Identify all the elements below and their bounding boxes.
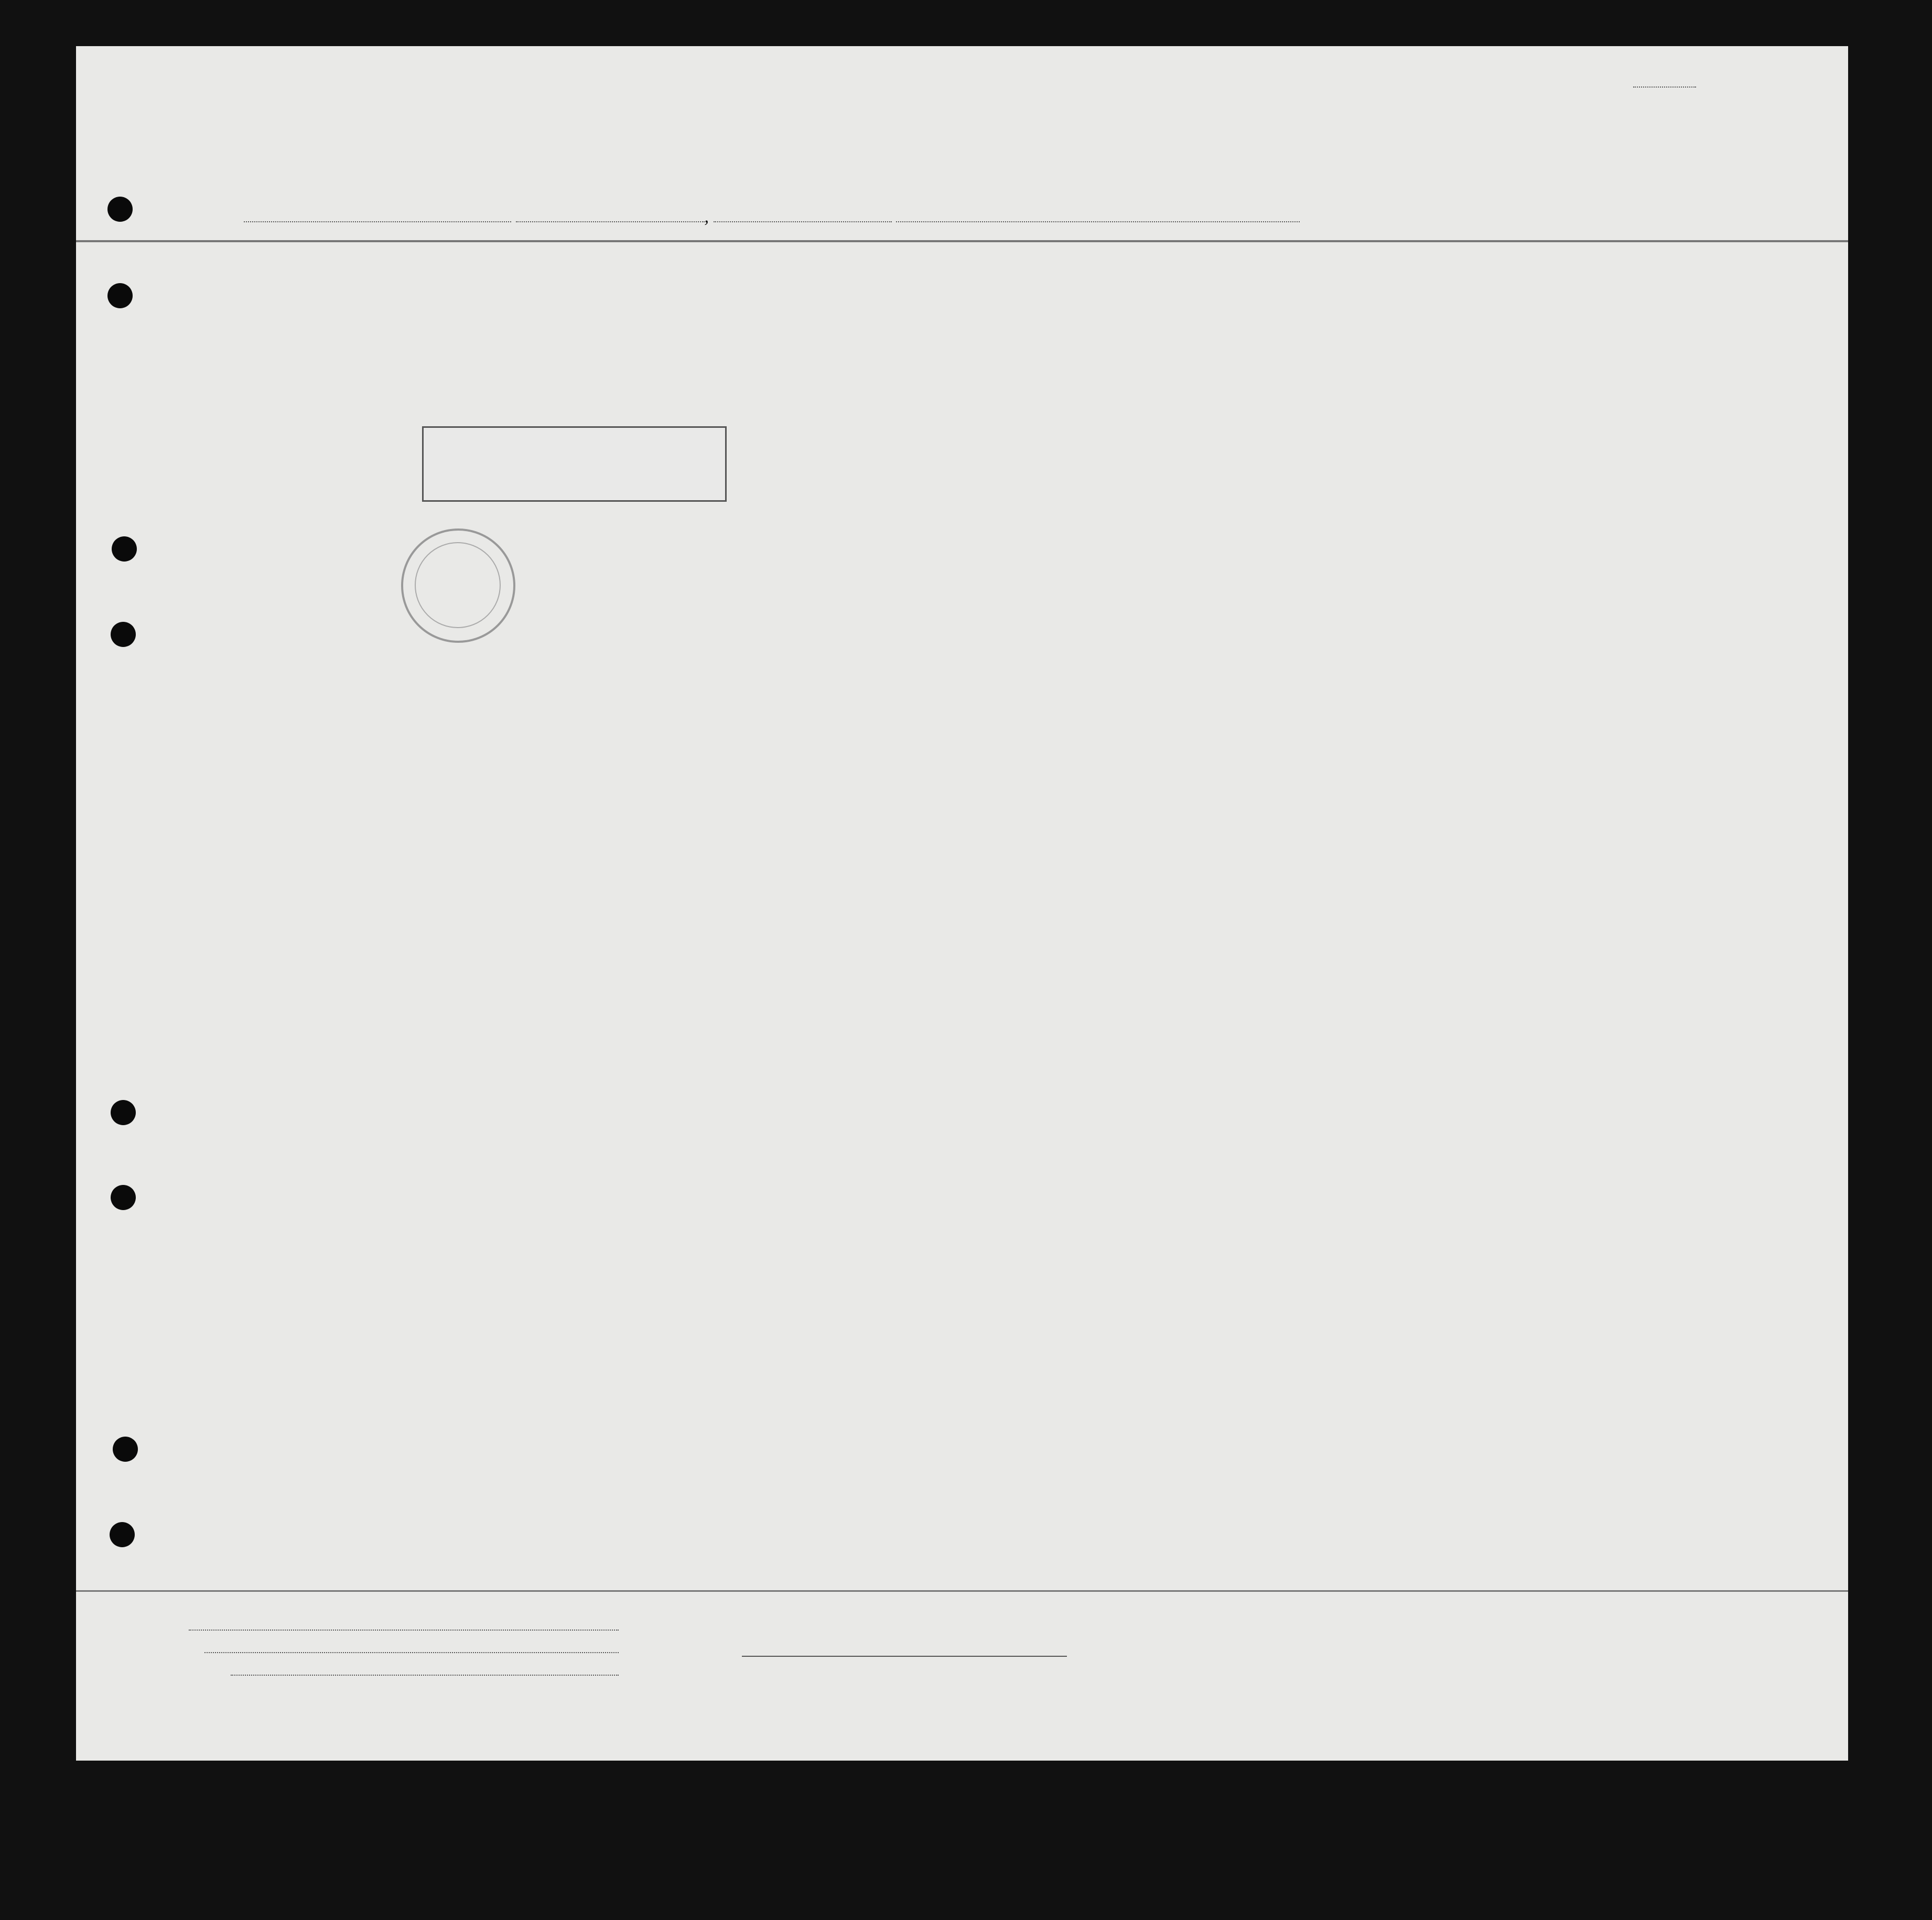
arrival-date bbox=[714, 221, 892, 222]
sheet-number-field bbox=[1633, 75, 1696, 91]
punch-hole bbox=[113, 1437, 138, 1462]
punch-hole bbox=[107, 283, 133, 308]
sheet-number bbox=[1633, 87, 1696, 88]
vessel-name bbox=[244, 221, 511, 222]
header-rule bbox=[76, 240, 1848, 242]
punch-hole bbox=[111, 1185, 136, 1210]
consulate-seal bbox=[401, 528, 515, 643]
footer-rule bbox=[76, 1590, 1848, 1592]
punch-hole bbox=[107, 197, 133, 222]
manifest-sheet bbox=[76, 46, 1848, 1761]
arriving-port bbox=[516, 221, 705, 222]
punch-hole bbox=[110, 1522, 135, 1547]
punch-hole bbox=[111, 622, 136, 647]
consulate-stamp bbox=[422, 426, 727, 502]
punch-hole bbox=[112, 536, 137, 562]
vessel-line: , bbox=[244, 203, 1300, 228]
punch-hole bbox=[111, 1100, 136, 1125]
